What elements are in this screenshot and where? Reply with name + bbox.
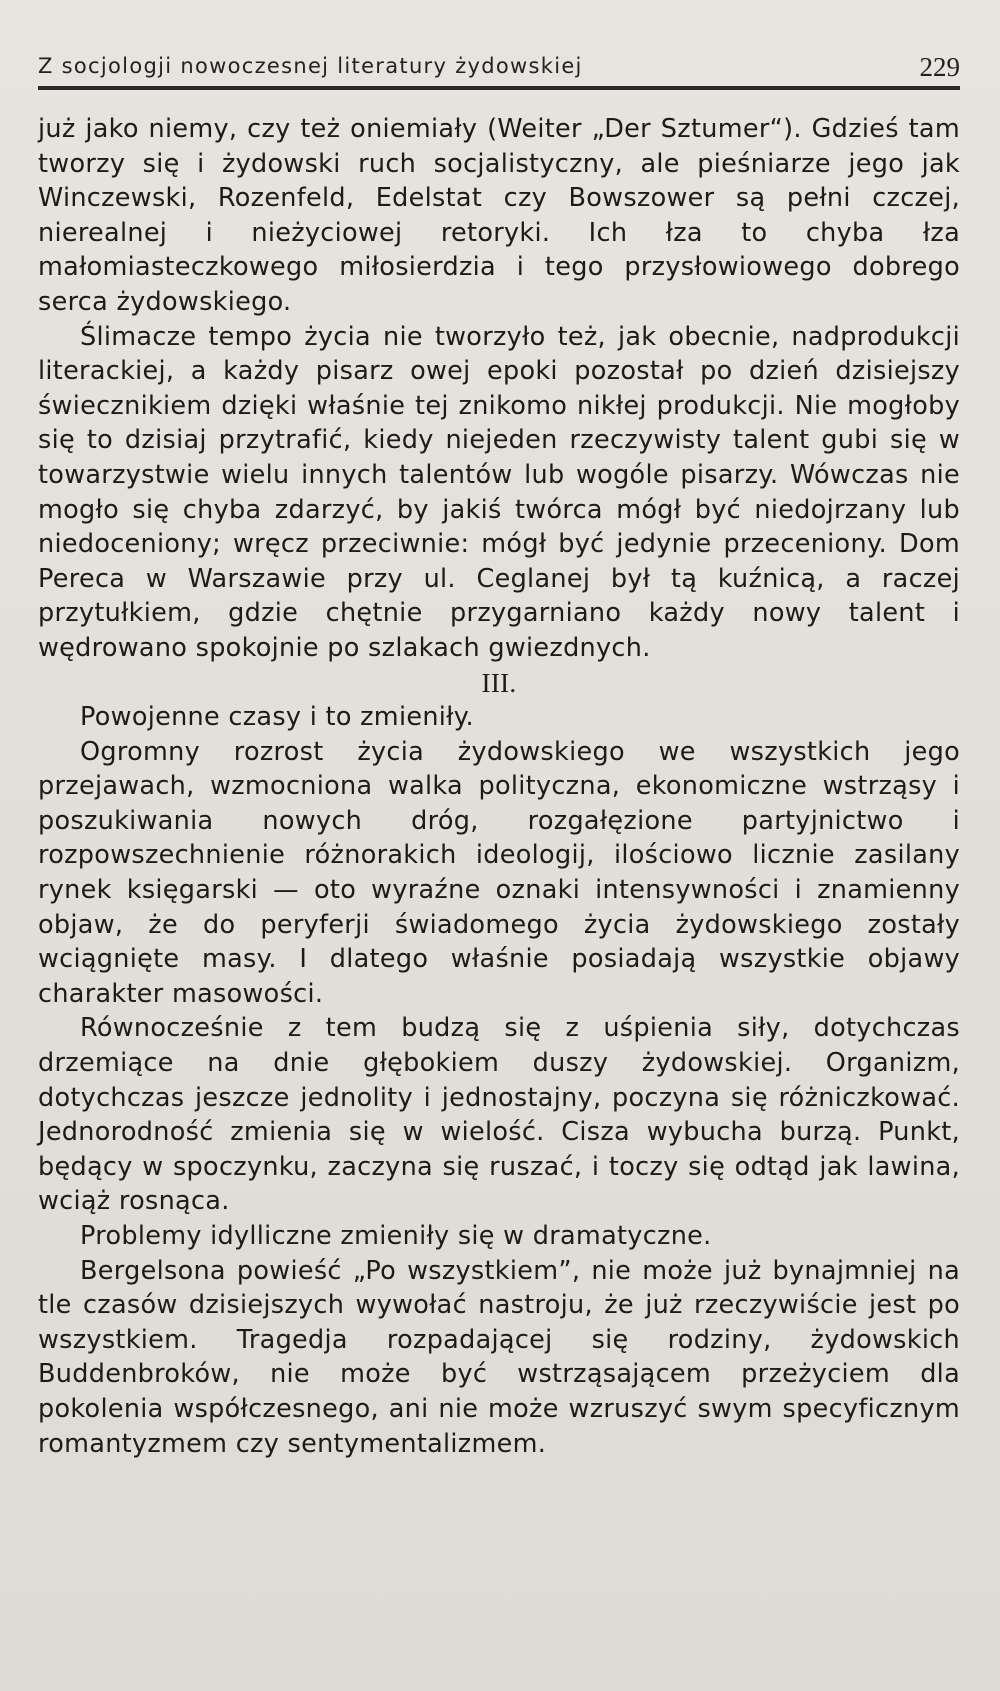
header-rule [38,86,960,90]
page-number: 229 [919,52,960,82]
paragraph: Ogromny rozrost życia żydowskiego we wszystkich jego przejawach, wzmocniona walka polityczna, ekonomiczne wstrząsy i poszukiwania nowych dróg, rozgałęzione partyjnictwo i rozpowszechnienie różnorakich ideologij, ilościowo licznie zasilany rynek księgarski — oto wyraźne oznaki intensywności i znamienny objaw, że do peryferji świadomego życia żydowskiego zostały wciągnięte masy. I dlatego właśnie posiadają wszystkie objawy charakter masowości. [38,736,960,1009]
paragraph: Bergelsona powieść „Po wszystkiem”, nie może już bynajmniej na tle czasów dzisiejszych wywołać nastroju, że już rzeczywiście jest po wszystkiem. Tragedja rozpadającej się rodziny, żydowskich Buddenbroków, nie może być wstrząsającem przeżyciem dla pokolenia współczesnego, ani nie może wzruszyć swym specyficznym romantyzmem czy sentymentalizmem. [38,1255,960,1459]
page-header [38,48,960,88]
paragraph: Równocześnie z tem budzą się z uśpienia siły, dotychczas drzemiące na dnie głębokiem duszy żydowskiej. Organizm, dotychczas jeszcze jednolity i jednostajny, poczyna się różniczkować. Jednorodność zmienia się w wielość. Cisza wybucha burzą. Punkt, będący w spoczynku, zaczyna się ruszać, i toczy się odtąd jak lawina, wciąż rosnąca. [38,1013,960,1217]
paragraph: Powojenne czasy i to zmieniły. [80,702,474,733]
section-heading: III. [481,667,517,698]
running-title: Z socjologji nowoczesnej literatury żydowskiej [38,54,583,78]
body-text [38,112,960,1461]
paragraph: Problemy idylliczne zmieniły się w dramatyczne. [80,1221,712,1251]
paragraph: Ślimacze tempo życia nie tworzyło też, jak obecnie, nadprodukcji literackiej, a każdy pisarz owej epoki pozostał po dzień dzisiejszy świecznikiem dzięki właśnie tej znikomo nikłej produkcji. Nie mogłoby się to dzisiaj przytrafić, kiedy niejeden rzeczywisty talent gubi się w towarzystwie wielu innych talentów lub wogóle pisarzy. Wówczas nie mogło się chyba zdarzyć, by jakiś twórca mógł być niedojrzany lub niedoceniony; wręcz przeciwnie: mógł być jedynie przeceniony. Dom Pereca w Warszawie przy ul. Ceglanej był tą kuźnicą, a raczej przytułkiem, gdzie chętnie przygarniano każdy nowy talent i wędrowano spokojnie po szlakach gwiezdnych. [38,321,960,663]
paragraph: już jako niemy, czy też oniemiały (Weiter „Der Sztumer“). Gdzieś tam tworzy się i żydowski ruch socjalistyczny, ale pieśniarze jego jak Winczewski, Rozenfeld, Edelstat czy Bowszower są pełni czczej, nierealnej i nieżyciowej retoryki. Ich łza to chyba łza małomiasteczkowego miłosierdzia i tego przysłowiowego dobrego serca żydowskiego. [38,114,960,317]
